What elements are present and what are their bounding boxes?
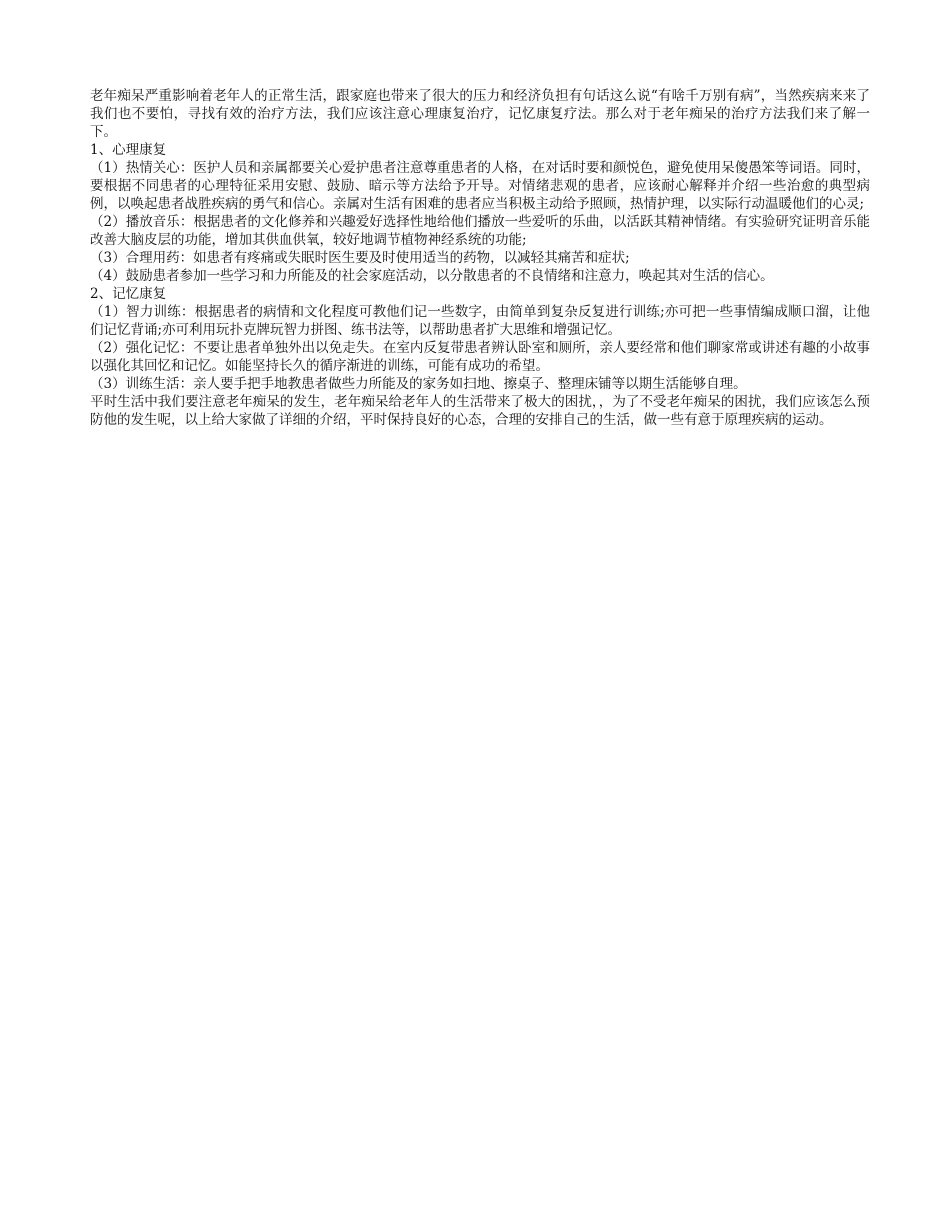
section-heading-memory: 2、记忆康复 [90,286,167,302]
list-item: （1）热情关心：医护人员和亲属都要关心爱护患者注意尊重患者的人格，在对话时要和颜悦色，避免使用呆傻愚笨等词语。同时，要根据不同患者的心理特征采用安慰、鼓励、暗示等方法给予开导。对情绪悲观的患者，应该耐心解释并介绍一些治愈的典型病例，以唤起患者战胜疾病的勇气和信心。亲属对生活有困难的患者应当积极主动给予照顾，热情护理，以实际行动温暖他们的心灵; [90,160,870,212]
list-item: （3）合理用药：如患者有疼痛或失眠时医生要及时使用适当的药物，以减轻其痛苦和症状; [90,250,630,266]
section-heading-psychological: 1、心理康复 [90,142,167,158]
list-item: （2）强化记忆：不要让患者单独外出以免走失。在室内反复带患者辨认卧室和厕所，亲人要经常和他们聊家常或讲述有趣的小故事以强化其回忆和记忆。如能坚持长久的循序渐进的训练，可能有成功的希望。 [90,340,870,374]
intro-paragraph: 老年痴呆严重影响着老年人的正常生活，跟家庭也带来了很大的压力和经济负担有句话这么说“有啥千万别有病”，当然疾病来来了我们也不要怕，寻找有效的治疗方法，我们应该注意心理康复治疗，记忆康复疗法。那么对于老年痴呆的治疗方法我们来了解一下。 [90,88,870,140]
list-item: （1）智力训练：根据患者的病情和文化程度可教他们记一些数字，由简单到复杂反复进行训练;亦可把一些事情编成顺口溜，让他们记忆背诵;亦可利用玩扑克牌玩智力拼图、练书法等，以帮助患者扩大思维和增强记忆。 [90,304,870,338]
list-item: （4）鼓励患者参加一些学习和力所能及的社会家庭活动，以分散患者的不良情绪和注意力，唤起其对生活的信心。 [90,268,774,284]
list-item: （2）播放音乐：根据患者的文化修养和兴趣爱好选择性地给他们播放一些爱听的乐曲，以活跃其精神情绪。有实验研究证明音乐能改善大脑皮层的功能，增加其供血供氧，较好地调节植物神经系统的功能; [90,214,870,248]
conclusion-paragraph: 平时生活中我们要注意老年痴呆的发生，老年痴呆给老年人的生活带来了极大的困扰，，为了不受老年痴呆的困扰，我们应该怎么预防他的发生呢，以上给大家做了详细的介绍，平时保持良好的心态，合理的安排自己的生活，做一些有意于原理疾病的运动。 [90,394,870,428]
list-item: （3）训练生活：亲人要手把手地教患者做些力所能及的家务如扫地、擦桌子、整理床铺等以期生活能够自理。 [90,376,747,392]
document-body [90,87,870,429]
